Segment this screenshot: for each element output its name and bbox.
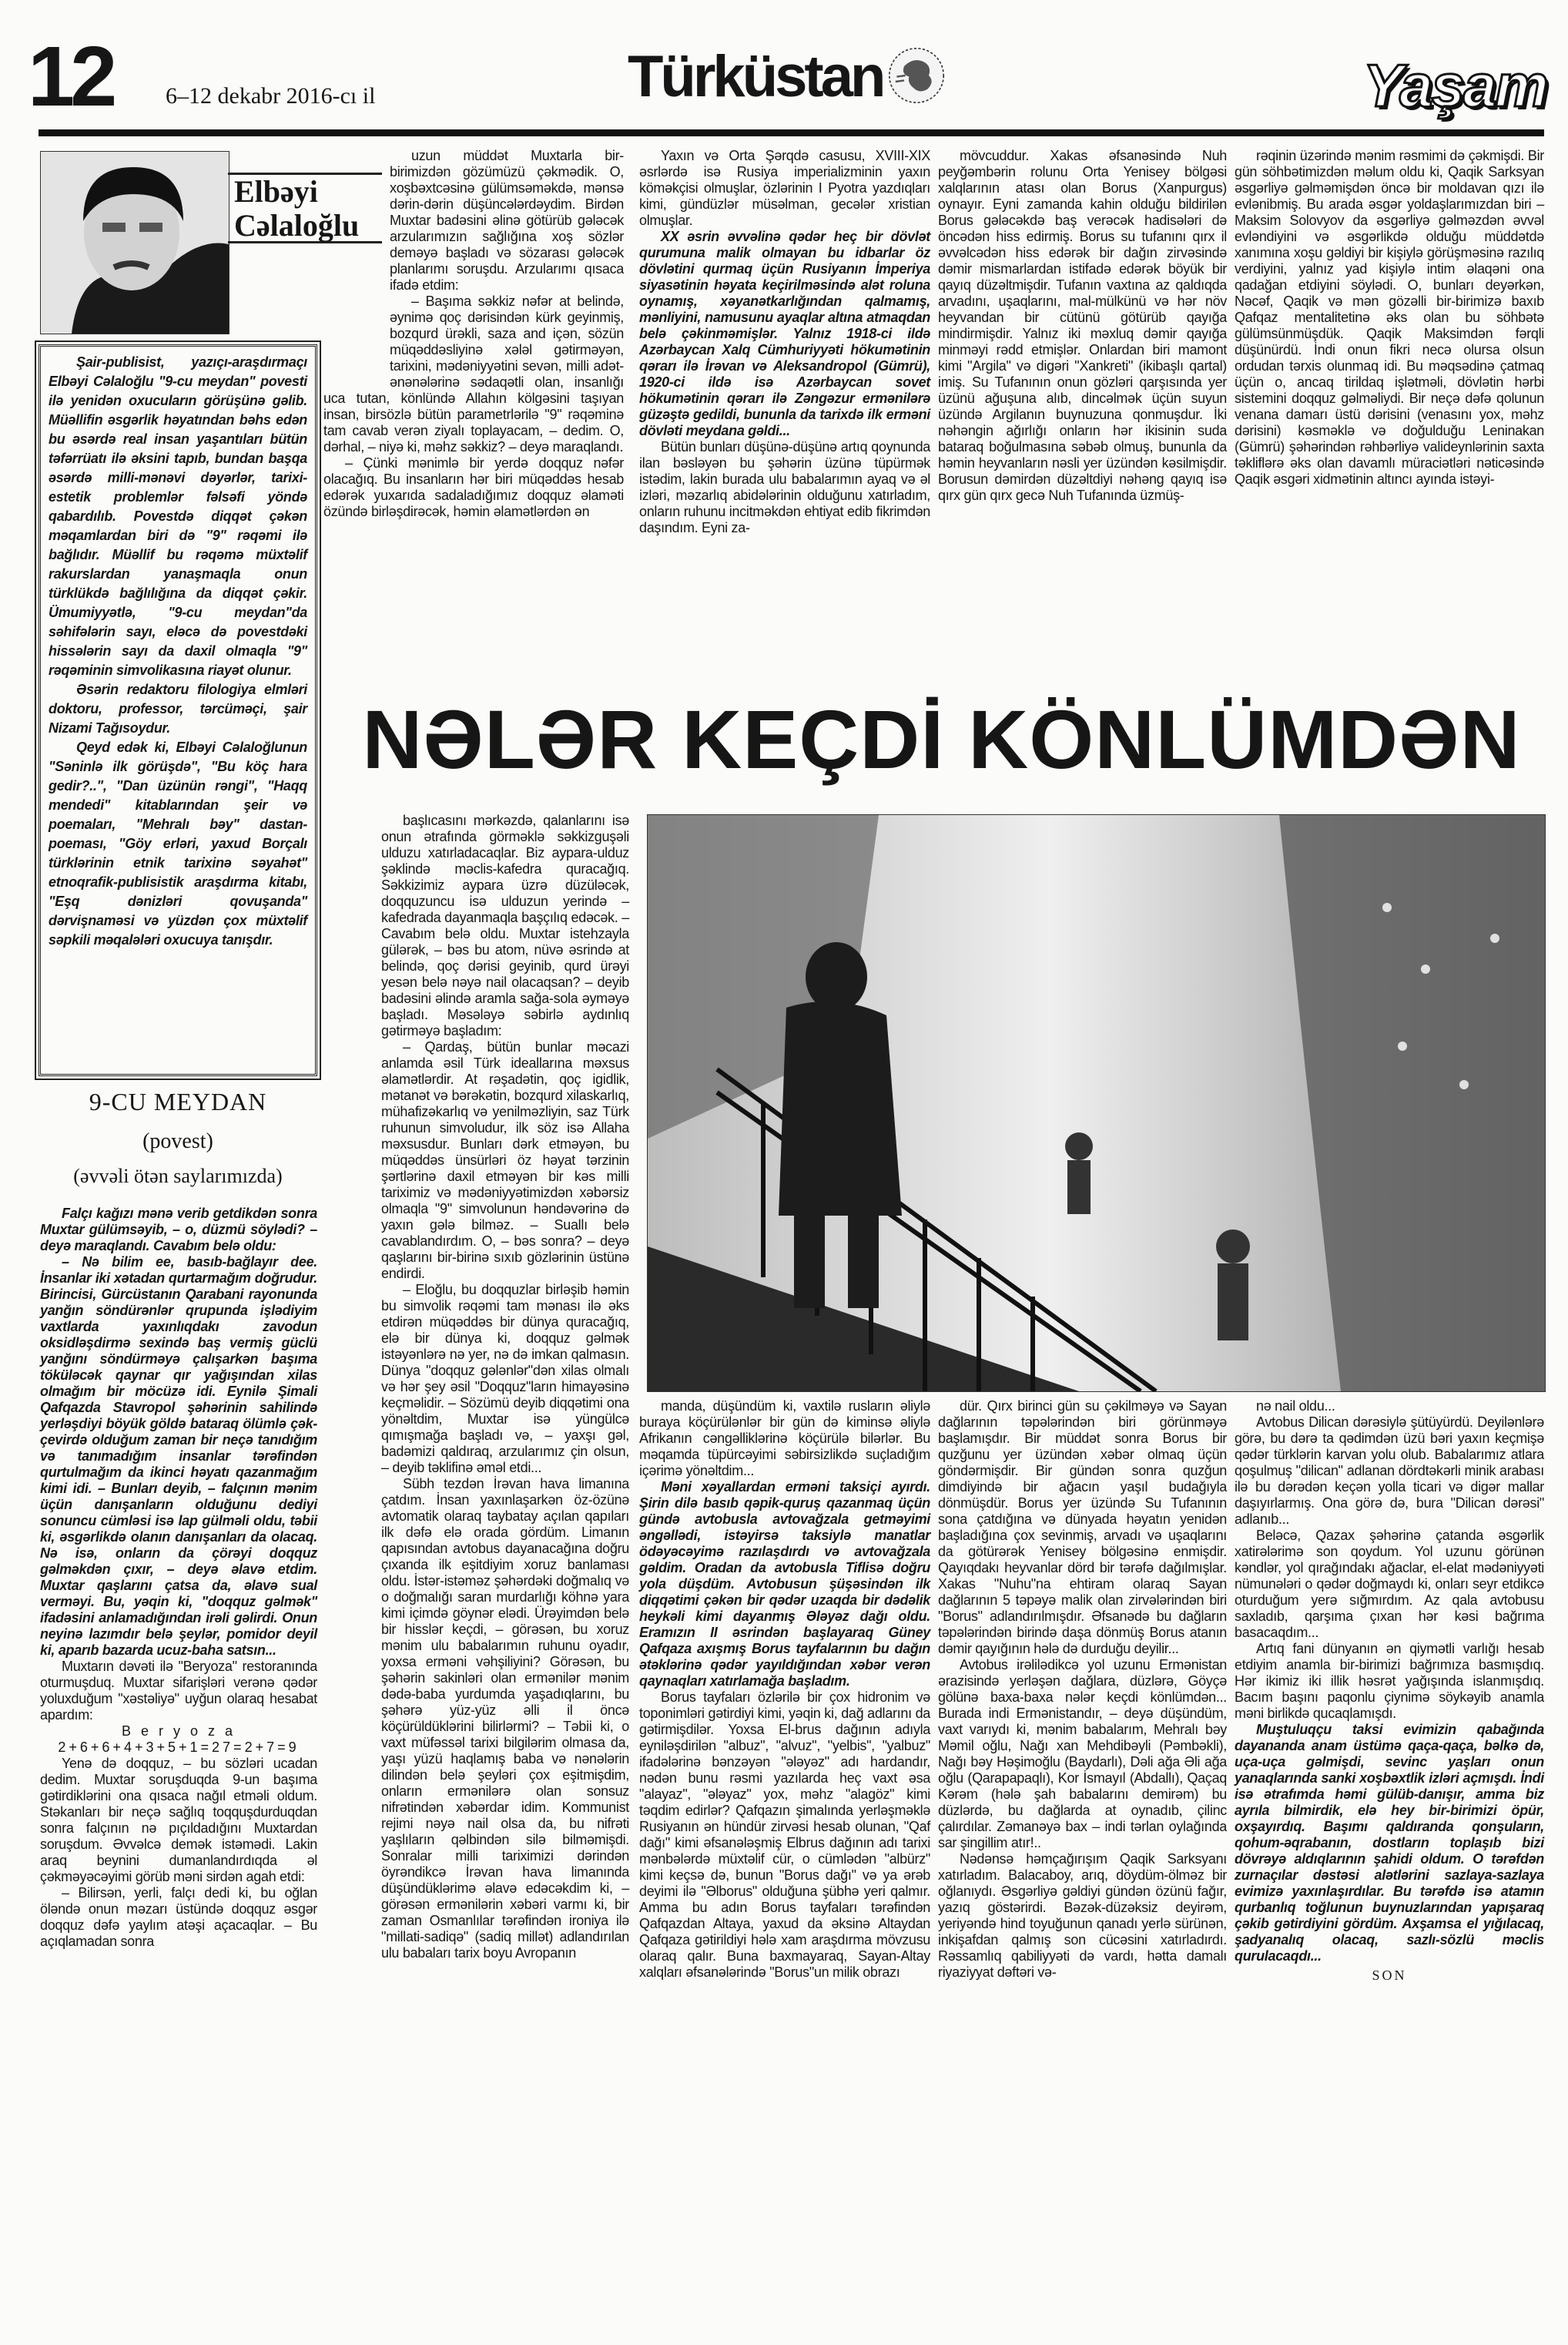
author-photo: [40, 151, 230, 334]
paragraph: XX əsrin əvvəlinə qədər heç bir dövlət qurumuna malik olmayan bu idbarlar öz dövlətini qurmaq üçün Rusiyanın İmperiya siyasətinin həyata keçirilməsində alət roluna oynamış, xəyanətkarlığından qalmamış, mənliyini, namusunu ayaqlar altına atmaqdan belə çəkinməmişlər. Yalnız 1918-ci ildə Azərbaycan Xalq Cümhuriyyəti hökumətinin qərarı ilə İrəvan və Aleksandropol (Gümrü), 1920-ci ildə isə Azərbaycan sovet hökumətinin qərarı ilə Zəngəzur ermənilərə güzəştə gedildi, bununla da tarixdə ilk erməni dövləti meydana gəldi...: [639, 229, 930, 438]
paragraph: – Bilirsən, yerli, falçı dedi ki, bu oğlan öləndə onun məzarı üstündə doqquz əsgər doqquz dəfə yaylım atəşi açacaqlar. – Bu açıqlamadan sonra: [40, 1885, 317, 1949]
paragraph: – Nə bilim ee, basıb-bağlayır dee. İnsanlar iki xətadan qurtarmağım doğrudur. Birincisi, Gürcüstanın Qarabani rayonunda yanğın söndürənlər qrupunda işlədiyim vaxtlarda yaxınlıqdakı zavodun oksidləşdirmə sexində baş vermiş güclü yanğını söndürməyə çalışarkən başıma töküləcək qaynar qır yağışından xilas olmağım bir möcüzə idi. Eynilə Şimali Qafqazda Stavropol şəhərinin sahilində yerləşdiyi böyük göldə bataraq ölümlə çək-çevirdə olduğum zaman bir neçə tanıdığım və tanımadığım insanlar tərəfindən qurtulmağım da ikinci həyatı qazanmağım kimi idi. – Bunları deyib, – falçının mənim üçün danışanların olduğunu dediyi sonuncu cümləsi isə lap gülməli oldu, təbii ki, əsgərlikdə olanın danışanları da olacaq. Nə isə, onların da çörəyi doqquz gəlməkdən çıxır, – deyə əlavə etdim. Muxtar qaşlarını çatsa da, əlavə sual verməyi. Bu, yəqin ki, "doqquz gəlmək" ifadəsini anlamadığından irəli gəlirdi. Onun neyinə lazımdır belə şeylər, pomidor deyil ki, aparıb bazarda ucuz-baha satsın...: [40, 1254, 317, 1658]
intro-paragraph: Şair-publisist, yazıçı-araşdırmaçı Elbəyi Cəlaloğlu "9-cu meydan" povesti ilə yenidən oxucuların görüşünə gəlib. Müəllifin əsgərlik həyatından bəhs edən bu əsərdə real insan yaşantıları bütün təfərrüatı ilə əksini tapıb, bundan başqa əsərdə milli-mənəvi dəyərlər, tarixi-estetik problemlər fəlsəfi yöndə qabardılıb. Povestdə diqqət çəkən məqamlardan biri də "9" rəqəmi ilə bağlıdır. Müəllif bu rəqəmə müxtəlif rakurslardan yanaşmaqla onun türklükdə bağlılığına da diqqət çəkir. Ümumiyyətlə, "9-cu meydan"da səhifələrin sayı, eləcə də povestdəki hissələrin sayı da daxil olmaqla "9" rəqəminin simvolikasına riayət olunur.: [49, 354, 307, 678]
paragraph: – Başıma səkkiz nəfər at belində, əynimə qoç dərisindən kürk geyinmiş, bozqurd ürəkli, saza and içən, sözün müqəddəsliyinə xələl gətirməyən, tarixini, mədəniyyətini sevən, milli adət-ənənələrinə sədaqətli olan, insanlığı uca tutan, könlündə Allahın kölgəsini taşıyan insan, birsözlə bütün parametrlərilə "9" rəqəminə tam cavab verən ziyalı toplayacam, – dedim. O, dərhal, – niyə ki, məhz səkkiz? – deyə maraqlandı.: [323, 294, 624, 455]
paragraph: – Eloğlu, bu doqquzlar birləşib həmin bu simvolik rəqəmi tam mənası ilə əks etdirən müqəddəs bir dünya quracağıq, elə bir dünya ki, doqquz gəlmək istəyənlərə nə yer, nə də imkan qalmasın. Dünya "doqquz gələnlər"dən xilas olmalı və hər şey əsil "Doqquz"ların himayəsinə keçməlidir. – Sözümü deyib diqqətimi ona yönəltdim, Muxtar isə yüngülcə qımışmağa başladı və, – yaxşı gəl, badəmizi qaldıraq, arzularımız çin olsun, – deyib təklifinə əməl etdi...: [381, 1282, 629, 1475]
column-1-lower: [40, 1206, 317, 1950]
globe-logo-icon: [886, 45, 947, 106]
column-3-lower: [639, 1398, 930, 1981]
paragraph: Yaxın və Orta Şərqdə casusu, XVIII-XIX əsrlərdə isə Rusiya imperializminin yaxın köməkçisi olmuşlar, özlərinin I Pyotra yazdıqları kimi, gündüzlər müsəlman, gecələr xristian olmuşlar.: [639, 148, 930, 228]
column-5-upper: [1235, 148, 1544, 488]
paragraph: Borus tayfaları özlərilə bir çox hidronim və toponimləri gətirdiyi kimi, yəqin ki, dağ adlarını da gətirmişdilər. Yoxsa El-brus dağının adıyla eyniləşdirilən "albuz", "alvuz", "yelbis", "yalbuz" ifadələrinə bənzəyən "ələyəz" adı hardandır, nədən bunu rəsmi yazılarda heç vaxt əsa "alayaz", "ələyaz" yox, məhz "alagöz" kimi təqdim edirlər? Qafqazın şimalında yerləşməklə Rusiyanın ən hündür zirvəsi hesab olunan, "Qaf dağı" kimi əfsanələşmiş Elbrus dağının adı tarixi mənbələrdə müxtəlif cür, o cümlədən "albürz" kimi keçsə də, bunun "Borus dağı" və ya ərəb deyimi ilə "Əlborus" olduğuna şübhə yeri qalmır. Amma bu adın Borus tayfaları tərəfindən Qafqazdan Altaya, yaxud da əksinə Altaydan Qafqaza gətirildiyi hələ xam araşdırma mövzusu olaraq qalır. Buna baxmayaraq, Sayan-Altay xalqları əfsanələrində "Borus"un milik obrazı: [639, 1689, 930, 1980]
paragraph: nə nail oldu...: [1256, 1398, 1335, 1414]
column-2-lower: [381, 813, 629, 1961]
column-3-upper: [639, 148, 930, 536]
paragraph: uzun müddət Muxtarla bir-birimizdən gözümüzü çəkmədik. O, xoşbəxtcəsinə gülümsəməkdə, mənsə dərin-dərin düşüncələrdəydim. Birdən Muxtar badəsini əlinə götürüb gələcək arzularımızın sağlığına xoş sözlər deməyə başladı və sözarası gələcək planlarımı soruşdu. Arzularımı qısaca ifadə etdim:: [390, 148, 624, 293]
masthead: [628, 44, 947, 109]
column-4-upper: [938, 148, 1227, 504]
paragraph: rəqinin üzərində mənim rəsmimi də çəkmişdi. Bir gün söhbətimizdən məlum oldu ki, Qaqik Sarksyan əsgərliyə gəlməmişdən öncə bir moldavan qızı ilə evlənibmiş. Bu arada əsgər yoldaşlarımızdan biri – Maksim Solovyov da əsgərliyə gəlməzdən əvvəl evləndiyini və əsgərlikdə olduğu müddətdə xanımına xoşu gəldiyi bir kişiylə görüşməsinə razılıq verdiyini, yalnız yad kişiylə intim əlaqəni ona qadağan etdiyini söylədi. O, bunları deyərkən, Nəcəf, Qaqik və mən gözəlli bir-birimizə baxıb Qafqaz mentalitetinə əks olan bu söhbətə gülümsünmüşdük. Qaqik Maksimdən fərqli düşünürdü. İndi onun fikri necə olursa olsun ordudan tərxis olunmaq idi. Bu məqsədinə çatmaq üçün o, ancaq tirildaq işlətməli, dövlətin hərbi sistemini doqquz gəlməliydi. Bir neçə dəfə qolunun venana damarı üstü dərisini (venasını yox, məhz dərisini) kəsməklə və doğulduğu Leninakan (Gümrü) şəhərindən rəhbərliyə valideynlərinin saxta təkliflərə əks olan davamlı müraciətləri nəticəsində Qaqik əsgəri xidmətinin altıncı ayında istəyi-: [1235, 148, 1544, 487]
paragraph: Bütün bunları düşünə-düşünə artıq qoynunda ilan bəsləyən bu şəhərin üzünə tüpürmək istədim, lakin burada ulu babalarımın ayaq və əl izləri, məzarlıq abidələrinin olduğunu xatırladım, onların ruhunu incitməkdən ehtiyat edib fikrimdən daşındım. Eyni za-: [639, 439, 930, 535]
paragraph: Yenə də doqquz, – bu sözləri ucadan dedim. Muxtar soruşduqda 9-un başıma gətirdiklərini ona qısaca nağıl etməli oldum. Stəkanları bir neçə sağlıq toqquşdurduqdan sonra falçının nə pıçıldadığını Muxtardan soruşdum. Əvvəlcə demək istəmədi. Lakin araq beynini dumanlandırdıqda əl çəkməyəcəyimi görüb məni sirdən agah etdi:: [40, 1756, 317, 1884]
paragraph: başlıcasını mərkəzdə, qalanlarını isə onun ətrafında görməklə səkkizguşəli ulduzu xatırladacaqlar. Biz aypara-ulduz şəklində məclis-kafedra quracağıq. Səkkizimiz aypara üzrə düzüləcək, doqquzuncu isə ulduzun yerində – kafedrada dayanmaqla başçılıq edəcək. – Cavabım belə oldu. Muxtar istehzayla gülərək, – bəs bu atom, nüvə əsrində at belində, qoç dərisi geyinib, qurd ürəyi yesən belə nəyə nail olacaqsan? – deyib badəsini əlində aramla sağa-sola əyməyə başladı. Məsələyə səbirlə aydınlıq gətirməyə başladım:: [381, 813, 629, 1038]
intro-paragraph: Qeyd edək ki, Elbəyi Cəlaloğlunun "Səninlə ilk görüşdə", "Bu köç hara gedir?..", "Dan üzünün rəngi", "Haqq mendedi" kitablarından şeir və poemaları, "Mehralı bəy" dastan-poeması, "Göy erləri, yaxud Borçalı türklərinin etnik tarixinə səyahət" etnoqrafik-publisistik araşdırma kitabı, "Eşq dənizləri qovuşanda" dərvişnaməsi və yüzdən çox müxtəlif səpkili məqalələri oxucuya tanışdır.: [49, 740, 307, 948]
paragraph: Məni xəyallardan erməni taksiçi ayırdı. Şirin dilə basıb qəpik-quruş qazanmaq üçün gündə avtobusla avtovağzala getməyimi əngəllədi, istəyirsə taksiylə manatlar ödəyəcəyimə razılaşdırdı və avtovağzala gəldim. Oradan da avtobusla Tiflisə doğru yola düşdüm. Avtobusun şüşəsindən ilk diqqətimi çəkən bir qədər uzaqda bir dədəlik heykəli kimi dayanmış Ələyəz dağı oldu. Eramızın II əsrindən başlayaraq Güney Qafqaza axışmış Borus tayfalarının bu dağın ətəklərinə qədər yayıldığından xəbər verən qaynaqları xatırlamağa başladım.: [639, 1479, 930, 1689]
column-2-upper: [323, 148, 624, 520]
paragraph: Beləcə, Qazax şəhərinə çatanda əsgərlik xatirələrimə son qoydum. Yol uzunu görünən kəndlər, yol qırağındakı ağaclar, el-elat mədəniyyəti nümunələri o qədər doğmaydı ki, onları seyr etdikcə oturduğum yerə sığmırdım. Az qala avtobusu saxladıb, qarşıma çıxan hər kəsi bağrıma basacaqdım...: [1235, 1528, 1544, 1640]
main-photo: [647, 814, 1546, 1392]
paragraph: – Çünki mənimlə bir yerdə doqquz nəfər olacağıq. Bu insanların hər biri müqəddəs hesab edərək yuxarıda sadaladığımız doqquz əlaməti özündə birləşdirəcək, həmin əlamətlərdən ən: [323, 455, 624, 519]
paragraph: Nədənsə həmçağırışım Qaqik Sarksyanı xatırladım. Balacaboy, arıq, döydüm-ölməz bir oğlanıydı. Əsgərliyə gəldiyi gündən özünü fağır, yazıq göstərirdi. Bəzək-düzəksiz deyirəm, yeriyəndə hind toyuğunun qanadı yerlə sürünən, inkişafdan qalmış son cücəsini xatırladırdı. Rəssamlıq qabiliyyəti də vardı, hətta damalı riyaziyyat dəftəri və-: [938, 1851, 1227, 1980]
header-rule: [39, 129, 1544, 136]
story-end-mark: SON: [1372, 1968, 1407, 1983]
masthead-title: Türküstan: [628, 44, 883, 109]
paragraph: 2+6+6+4+3+5+1=27=2+7=9: [58, 1739, 300, 1755]
intro-box: [39, 344, 317, 1076]
paragraph: – Qardaş, bütün bunlar məcazi anlamda əsil Türk ideallarına məxsus əlamətlərdir. At rəşadətin, qoç igidlik, mətanət və bərəkətin, bozqurd xilaskarlıq, mühafizəkarlıq və yenilməzliyin, saz Türk ruhunun simvoludur, ilk söz isə Allaha məxsusdur. Bunları dərk etməyən, bu müqəddəs ünsürləri öz həyat tərzinin şərtlərinə daxil etməyən bir kəs milli tariximiz və mədəniyyətimizdən xəbərsiz olmaqla "9" simvolunun həndəvərinə də yaxın gələ bilməz. – Suallı belə cavablandırdım. O, – bəs sonra? – deyə qaşlarını bir-birinə sıxıb gözlərinin üstünə endirdi.: [381, 1039, 629, 1281]
paragraph: manda, düşündüm ki, vaxtilə rusların əliylə buraya köçürülənlər bir gün də kiminsə əliylə Afrikanın cəngəlliklərinə köçürülə bilərlər. Bu məqamda tüpürcəyimi səbirsizlikdə suçladığım içərimə yönəltdim...: [639, 1398, 930, 1478]
story-title: 9-CU MEYDAN: [89, 1088, 267, 1115]
paragraph: B e r y o z a: [121, 1723, 236, 1739]
story-genre: (povest): [142, 1129, 213, 1153]
author-last-name: Cəlaloğlu: [234, 208, 360, 243]
paragraph: Sübh tezdən İrəvan hava limanına çatdım. İnsan yaxınlaşarkən öz-özünə avtomatik olaraq taybatay açılan qapıları ilk dəfə elə orada gördüm. Limanın qapısından avtobus dayanacağına doğru çıxanda ilk eşitdiyim xoruz banlaması oldu. İstər-istəməz şəhərdəki doğmalıq və o doğmalığı saran murdarlığı köhnə yara kimi içimdə göynər elədi. Ürəyimdən belə bir hisslər keçdi, – görəsən, bu xoruz mənim ulu babalarımın ruhunu oyadır, yoxsa erməni vəhşiliyini? Görəsən, bu şəhərin sakinləri olan ermənilər mənim dədə-baba yurdumda yaşadıqlarını, bu şəhərə yüz-yüz əlli il öncə köçürüldüklərini bilirlərmi? – Təbii ki, o vaxt müfəssəl tarixi bilgilərim olmasa da, yaşı yüzü haqlamış baba və nənələrin dilindən belə şeyləri çox eşitmişdim, onların ermənilərə olan sonsuz nifrətindən xəbərdar idim. Kommunist rejimi nəyə nail olsa da, bu nifrəti yaşlıların qəlbindən silə bilməmişdi. Sonralar milli tariximizi dərindən öyrəndikcə İrəvan hava limanında düşündüklərimə əlavə edəcəkdim ki, – görəsən ermənilərin xəbəri varmı ki, bir zaman Osmanlılar tərəfindən ironiya ilə "millati-sadiqə" (sadiq millət) adlandırılan ulu babaları tarix boyu Avropanın: [381, 1476, 629, 1961]
paragraph: Avtobus Dilican dərəsiylə şütüyürdü. Deyilənlərə görə, bu dərə ta qədimdən üzü bəri yaxın keçmişə qədər türklərin karvan yolu olub. Babalarımız atlara qoşulmuş "dilican" adlanan dördtəkərli minik arabası ilə bu dərədən keçən yolla ticari və digər mallar daşıyırlarmış. Ona görə də, bura "Dilican dərəsi" adlanıb...: [1235, 1414, 1544, 1527]
paragraph: dür. Qırx birinci gün su çəkilməyə və Sayan dağlarının təpələrindən biri görünməyə başlamışdır. Bir müddət sonra Borus bir quzğunu yer üzündən xəbər olmaq üçün göndərmişdir. Bir gündən sonra quzğun dimdiyində bir ağacın yaşıl budağıyla dönmüşdür. Borus yer üzündə Su Tufanının sona çatdığına və dünyada həyatın yenidən başladığına çox sevinmiş, arvadı və uşaqlarını da götürərək Yenisey bölgəsinə enmişdir. Qayıqdakı heyvanlar dörd bir tərəfə dağılmışlar. Xakas "Nuhu"na ehtiram olaraq Sayan dağlarının 5 təpəyə malik olan zirvələrindən biri "Borus" adlandırılmışdır. Əfsanədə bu dağların təpələrindən birində daşa dönmüş Borus atanın dəmir qayığının hələ də durduğu deyilir...: [938, 1398, 1227, 1656]
paragraph: mövcuddur. Xakas əfsanəsində Nuh peyğəmbərin rolunu Orta Yenisey bölgəsi xalqlarının atası olan Borus (Xanpurgus) oynayır. Eyni zamanda kahin olduğu bildirilən Borus gələcəkdə baş verəcək hadisələri də öncədən hiss edirmiş. Borus su tufanını qırx il əvvəlcədən hiss edərək bir dağın zirvəsində dəmir mismarlardan istifadə edərək böyük bir qayıq düzəltmişdir. Tufanın vaxtına az qaldıqda arvadını, uşaqlarını, mal-mülkünü və hər növ heyvandan bir cütünü götürüb qayığa mindirmişdir. Yalnız iki məxluq dəmir qayığa minməyi rədd etmişlər. Onlardan biri mamont kimi "Argila" və digəri "Xankreti" (ikibaşlı qartal) imiş. Su Tufanının onun gözləri qarşısında yer üzünü ağuşuna alıb, dincəlmək üçün suyun üzündə Argilanın buynuzuna qonmuşdur. İki nəhəngin ağırlığı onların hər ikisinin suda bataraq boğulmasına səbəb olmuş, bununla da həmin heyvanların nəsli yer üzündən kəsilmişdir. Borusun dəmirdən düzəltdiyi nəhəng qayıq isə qırx gün qırx gecə Nuh Tufanında üzmüş-: [938, 148, 1227, 503]
issue-date: 6–12 dekabr 2016-cı il: [166, 83, 376, 109]
column-5-lower: [1235, 1398, 1544, 1984]
paragraph: Muştuluqçu taksi evimizin qabağında dayananda anam üstümə qaça-qaça, bəlkə də, uça-uça gəlmişdi, sevinc yaşları onun yanaqlarında sanki xoşbəxtlik izləri açmışdı. İndi isə ətrafımda həmi gülüb-danışır, amma biz ayrıla bilmirdik, elə hey bir-birimizi öpür, oxşayırdıq. Başımı qaldıranda qonşuların, qohum-əqrabanın, dostların toplaşıb bizi dövrəyə aldıqlarının şahidi oldum. O tərəfdən zurnaçılar dəstəsi alətlərini sazlaya-sazlaya evimizə yaxınlaşırdılar. Bu tərəfdə isə atamın qurbanlıq toğlunun buynuzlarından yapışaraq çəkib gətirdiyini gördüm. Axşamsa el yığılacaq, şadyanalıq olacaq, sazlı-sözlü məclis qurulacaqdı...: [1235, 1722, 1544, 1964]
headline: NƏLƏR KEÇDİ KÖNLÜMDƏN: [362, 693, 1521, 786]
column-4-lower: [938, 1398, 1227, 1981]
paragraph: Muxtarın dəvəti ilə "Beryoza" restoranında oturmuşduq. Muxtar sifarişləri verənə qədər yoluxduğum "xəstəliyə" uyğun olaraq hesabat apardım:: [40, 1659, 317, 1723]
section-name: Yaşam: [1363, 52, 1547, 119]
paragraph: Avtobus irəlilədikcə yol uzunu Ermənistan ərazisində yerləşən dağlara, düzlərə, Göyçə gölünə baxa-baxa nələr keçdi könlümdən... Burada indi Ermənistandır, – deyə düşündüm, vaxt varıydı ki, mənim babalarım, Mehralı bəy Məmil oğlu, Nağı xan Mehdibəyli (Pəmbəkli), Nağı bəy Həşimoğlu (Baydarlı), Dəli ağa Əli ağa oğlu (Qarapapaqlı), Kor İsmayıl (Abdallı), Qaçaq Kərəm (hələ şah babalarını demirəm) bu düzlərdə, bu dağlarda at oynadıb, çilinc çalırdılar. Zəmanəyə bax – indi tərlan oylağında sar şingillim atır!..: [938, 1657, 1227, 1850]
paragraph: Artıq fani dünyanın ən qiymətli varlığı hesab etdiyim anamla bir-birimizi bağrımıza basmışdıq. Hər ikimiz iki illik həsrət yağışında islanmışdıq. Bacım başını paqonlu çiynimə söykəyib anamla məni birlikdə qucaqlamışdı.: [1235, 1641, 1544, 1721]
story-continued-note: (əvvəli ötən saylarımızda): [73, 1165, 283, 1187]
author-first-name: Elbəyi: [234, 174, 318, 209]
page-number: 12: [28, 29, 113, 124]
paragraph: Falçı kağızı mənə verib getdikdən sonra Muxtar gülümsəyib, – o, düzmü söylədi? – deyə maraqlandı. Cavabım belə oldu:: [40, 1206, 317, 1253]
intro-paragraph: Əsərin redaktoru filologiya elmləri doktoru, professor, tərcüməçi, şair Nizami Tağısoydur.: [49, 682, 307, 736]
